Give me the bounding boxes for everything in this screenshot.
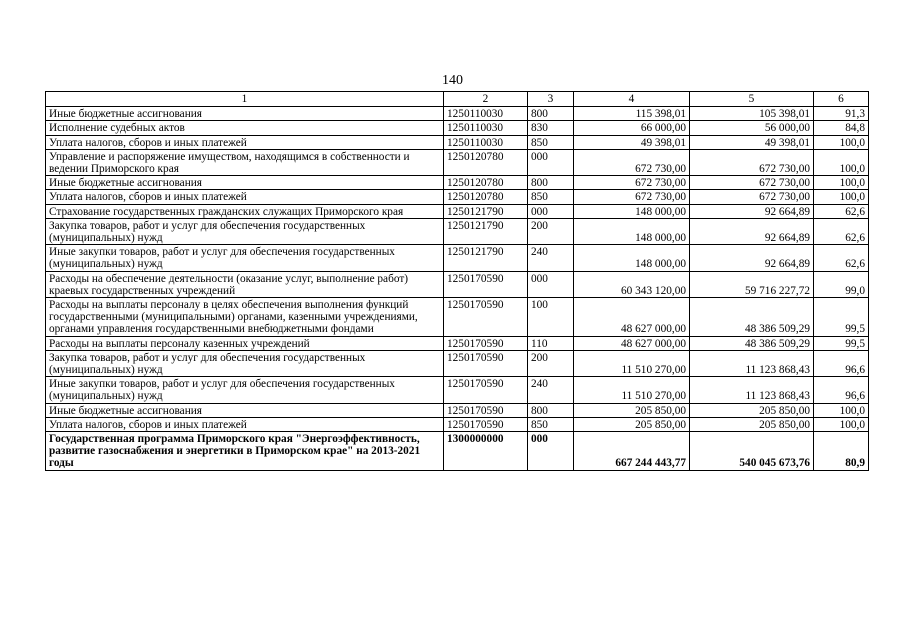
row-code-cell: 1250170590 [444, 271, 528, 297]
row-name-cell: Иные закупки товаров, работ и услуг для обеспечения государственных (муниципальных) нужд [46, 377, 444, 403]
row-code-cell: 1250120780 [444, 149, 528, 175]
row-code-cell: 1250170590 [444, 350, 528, 376]
row-code-cell: 1250170590 [444, 417, 528, 431]
table-body [46, 92, 869, 471]
row-fact-cell: 92 664,89 [690, 245, 814, 271]
row-plan-cell: 48 627 000,00 [574, 336, 690, 350]
row-name-cell: Уплата налогов, сборов и иных платежей [46, 190, 444, 204]
row-type-cell: 000 [528, 271, 574, 297]
row-name-cell: Уплата налогов, сборов и иных платежей [46, 417, 444, 431]
table-row [46, 245, 869, 271]
row-percent-cell: 100,0 [814, 417, 869, 431]
row-name-cell: Управление и распоряжение имуществом, находящимся в собственности и ведении Приморского края [46, 149, 444, 175]
row-plan-cell: 48 627 000,00 [574, 298, 690, 337]
row-code-cell: 1250121790 [444, 218, 528, 244]
row-percent-cell: 91,3 [814, 107, 869, 121]
row-plan-cell: 49 398,01 [574, 135, 690, 149]
row-plan-cell: 205 850,00 [574, 403, 690, 417]
table-row [46, 190, 869, 204]
row-fact-cell: 205 850,00 [690, 403, 814, 417]
row-fact-cell: 672 730,00 [690, 149, 814, 175]
row-plan-cell: 667 244 443,77 [574, 432, 690, 471]
row-plan-cell: 115 398,01 [574, 107, 690, 121]
row-name-cell: Государственная программа Приморского края "Энергоэффективность, развитие газоснабжения и энергетики в Приморском крае" на 2013-2021 годы [46, 432, 444, 471]
row-code-cell: 1250120780 [444, 176, 528, 190]
row-plan-cell: 672 730,00 [574, 190, 690, 204]
row-plan-cell: 148 000,00 [574, 245, 690, 271]
page-number: 140 [442, 73, 463, 88]
row-percent-cell: 80,9 [814, 432, 869, 471]
column-header: 2 [444, 92, 528, 107]
table-row [46, 271, 869, 297]
column-header: 3 [528, 92, 574, 107]
row-type-cell: 110 [528, 336, 574, 350]
row-name-cell: Закупка товаров, работ и услуг для обеспечения государственных (муниципальных) нужд [46, 350, 444, 376]
row-name-cell: Расходы на обеспечение деятельности (оказание услуг, выполнение работ) краевых государственных учреждений [46, 271, 444, 297]
row-fact-cell: 48 386 509,29 [690, 298, 814, 337]
row-percent-cell: 96,6 [814, 377, 869, 403]
row-percent-cell: 99,0 [814, 271, 869, 297]
table-row [46, 121, 869, 135]
row-fact-cell: 56 000,00 [690, 121, 814, 135]
row-fact-cell: 11 123 868,43 [690, 377, 814, 403]
row-type-cell: 850 [528, 417, 574, 431]
row-type-cell: 800 [528, 403, 574, 417]
row-fact-cell: 11 123 868,43 [690, 350, 814, 376]
row-code-cell: 1250110030 [444, 121, 528, 135]
row-fact-cell: 92 664,89 [690, 204, 814, 218]
row-type-cell: 000 [528, 432, 574, 471]
table-row [46, 204, 869, 218]
row-fact-cell: 48 386 509,29 [690, 336, 814, 350]
table-row [46, 176, 869, 190]
row-name-cell: Расходы на выплаты персоналу в целях обеспечения выполнения функций государственными (муниципальными) органами, казенными учреждениями, органами управления государственными внебюджетными фондами [46, 298, 444, 337]
row-code-cell: 1250121790 [444, 245, 528, 271]
table-row [46, 336, 869, 350]
row-percent-cell: 99,5 [814, 298, 869, 337]
row-code-cell: 1250170590 [444, 298, 528, 337]
column-header: 1 [46, 92, 444, 107]
table-row [46, 377, 869, 403]
row-code-cell: 1300000000 [444, 432, 528, 471]
column-header: 6 [814, 92, 869, 107]
row-type-cell: 200 [528, 218, 574, 244]
row-plan-cell: 66 000,00 [574, 121, 690, 135]
row-type-cell: 200 [528, 350, 574, 376]
row-plan-cell: 672 730,00 [574, 149, 690, 175]
row-type-cell: 850 [528, 135, 574, 149]
row-fact-cell: 672 730,00 [690, 190, 814, 204]
column-header: 4 [574, 92, 690, 107]
row-type-cell: 800 [528, 107, 574, 121]
table-row [46, 350, 869, 376]
row-name-cell: Иные закупки товаров, работ и услуг для обеспечения государственных (муниципальных) нужд [46, 245, 444, 271]
row-name-cell: Исполнение судебных актов [46, 121, 444, 135]
row-name-cell: Закупка товаров, работ и услуг для обеспечения государственных (муниципальных) нужд [46, 218, 444, 244]
row-code-cell: 1250170590 [444, 377, 528, 403]
row-fact-cell: 92 664,89 [690, 218, 814, 244]
row-plan-cell: 205 850,00 [574, 417, 690, 431]
row-percent-cell: 100,0 [814, 403, 869, 417]
row-type-cell: 830 [528, 121, 574, 135]
row-fact-cell: 105 398,01 [690, 107, 814, 121]
row-name-cell: Расходы на выплаты персоналу казенных учреждений [46, 336, 444, 350]
row-plan-cell: 148 000,00 [574, 218, 690, 244]
table-header-row [46, 92, 869, 107]
row-code-cell: 1250110030 [444, 107, 528, 121]
row-name-cell: Иные бюджетные ассигнования [46, 176, 444, 190]
row-name-cell: Иные бюджетные ассигнования [46, 107, 444, 121]
row-code-cell: 1250170590 [444, 336, 528, 350]
table-row [46, 403, 869, 417]
row-type-cell: 100 [528, 298, 574, 337]
row-percent-cell: 62,6 [814, 204, 869, 218]
row-percent-cell: 62,6 [814, 218, 869, 244]
table-row [46, 218, 869, 244]
row-percent-cell: 100,0 [814, 190, 869, 204]
row-fact-cell: 672 730,00 [690, 176, 814, 190]
row-code-cell: 1250110030 [444, 135, 528, 149]
row-percent-cell: 62,6 [814, 245, 869, 271]
row-code-cell: 1250121790 [444, 204, 528, 218]
row-type-cell: 240 [528, 245, 574, 271]
row-fact-cell: 205 850,00 [690, 417, 814, 431]
row-type-cell: 850 [528, 190, 574, 204]
table-row [46, 149, 869, 175]
table-row [46, 135, 869, 149]
budget-table [45, 91, 869, 471]
row-name-cell: Иные бюджетные ассигнования [46, 403, 444, 417]
row-percent-cell: 100,0 [814, 149, 869, 175]
row-plan-cell: 60 343 120,00 [574, 271, 690, 297]
row-fact-cell: 49 398,01 [690, 135, 814, 149]
row-plan-cell: 11 510 270,00 [574, 377, 690, 403]
row-percent-cell: 100,0 [814, 135, 869, 149]
table-row [46, 417, 869, 431]
row-name-cell: Уплата налогов, сборов и иных платежей [46, 135, 444, 149]
row-type-cell: 000 [528, 149, 574, 175]
row-plan-cell: 672 730,00 [574, 176, 690, 190]
row-name-cell: Страхование государственных гражданских служащих Приморского края [46, 204, 444, 218]
column-header: 5 [690, 92, 814, 107]
row-percent-cell: 99,5 [814, 336, 869, 350]
row-percent-cell: 96,6 [814, 350, 869, 376]
row-code-cell: 1250170590 [444, 403, 528, 417]
row-fact-cell: 540 045 673,76 [690, 432, 814, 471]
row-plan-cell: 11 510 270,00 [574, 350, 690, 376]
row-percent-cell: 84,8 [814, 121, 869, 135]
table-row [46, 107, 869, 121]
row-code-cell: 1250120780 [444, 190, 528, 204]
row-type-cell: 000 [528, 204, 574, 218]
row-percent-cell: 100,0 [814, 176, 869, 190]
row-plan-cell: 148 000,00 [574, 204, 690, 218]
row-type-cell: 800 [528, 176, 574, 190]
table-row [46, 432, 869, 471]
row-fact-cell: 59 716 227,72 [690, 271, 814, 297]
row-type-cell: 240 [528, 377, 574, 403]
table-row [46, 298, 869, 337]
